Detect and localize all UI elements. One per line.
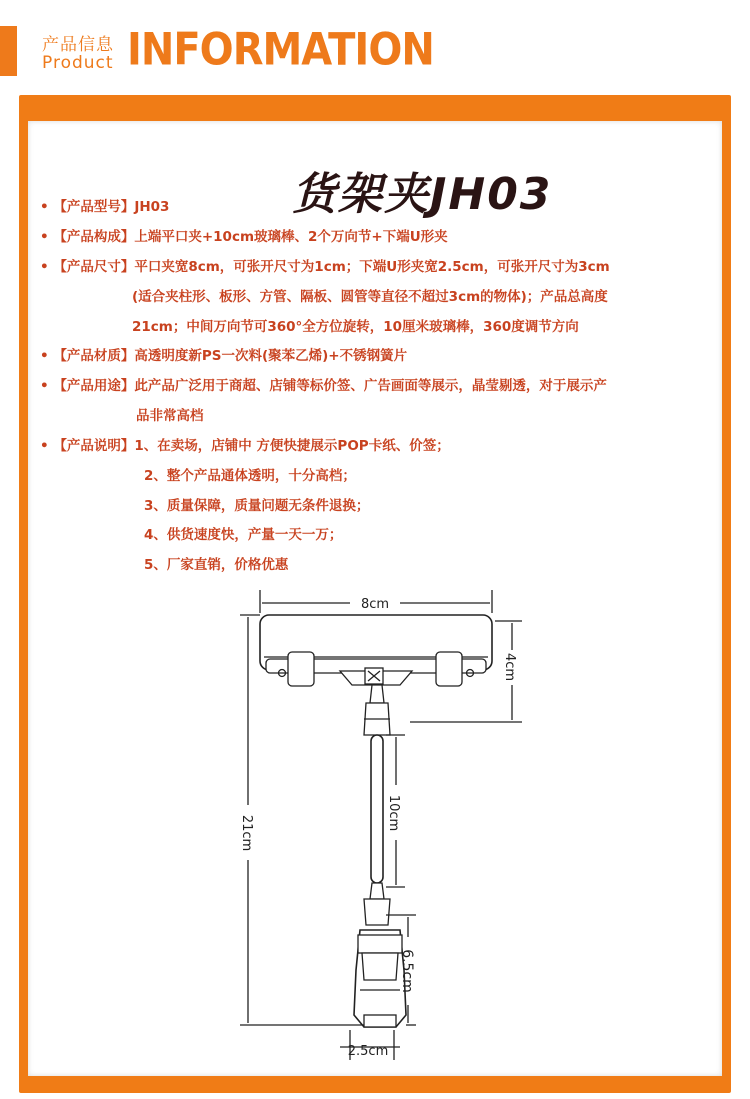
header-information-title: INFORMATION [127, 24, 434, 76]
spec-usage [40, 376, 607, 396]
spec-model [40, 197, 169, 217]
header-en-label: Product [42, 53, 114, 73]
spec-value: 1、在卖场，店铺中 方便快捷展示POP卡纸、价签； [134, 438, 450, 454]
product-title: 货架夹JH03 [292, 169, 553, 220]
spec-size-cont-1: (适合夹柱形、板形、方管、隔板、圆管等直径不超过3cm的物体)；产品总高度 [132, 289, 608, 305]
dim-label-bottom-width: 2.5cm [347, 1044, 389, 1059]
spec-label: • 【产品材质】 [40, 348, 135, 364]
bottom-u-clip-base [364, 1015, 396, 1027]
spec-material [40, 346, 407, 366]
upper-joint-neck [370, 685, 384, 703]
spec-size [40, 257, 610, 277]
spec-desc-item-3: 3、质量保障，质量问题无条件退换； [144, 498, 370, 514]
dim-label-rod: 10cm [386, 794, 401, 832]
header-accent-bar [0, 26, 17, 76]
spec-label: • 【产品尺寸】 [40, 259, 135, 275]
spec-value: 高透明度新PS一次料(聚苯乙烯)+不锈钢簧片 [134, 348, 408, 364]
lower-swivel-joint [364, 899, 390, 925]
spec-label: • 【产品型号】 [40, 199, 135, 215]
dim-label-top-width: 8cm [360, 597, 390, 612]
spec-size-cont-2: 21cm；中间万向节可360°全方位旋转，10厘米玻璃棒，360度调节方向 [132, 319, 579, 335]
spec-value: 平口夹宽8cm，可张开尺寸为1cm；下端U形夹宽2.5cm，可张开尺寸为3cm [134, 259, 610, 275]
spec-label: • 【产品用途】 [40, 378, 135, 394]
dim-label-top-height: 4cm [502, 652, 517, 682]
bottom-u-clip-window [362, 953, 398, 980]
spec-desc-item-5: 5、厂家直销，价格优惠 [144, 557, 289, 573]
header-cn-label: 产品信息 [42, 35, 114, 55]
spec-value: 此产品广泛用于商超、店铺等标价签、广告画面等展示，晶莹剔透，对于展示产 [134, 378, 607, 394]
lower-joint-neck [370, 883, 384, 899]
dim-label-bottom-height: 6.5cm [399, 949, 415, 993]
bottom-u-clip-top [358, 935, 402, 953]
spec-value: 上端平口夹+10cm玻璃棒、2个万向节+下端U形夹 [134, 229, 448, 245]
spec-description [40, 436, 450, 456]
spec-desc-item-2: 2、整个产品通体透明，十分高档； [144, 468, 356, 484]
dim-label-total: 21cm [239, 814, 254, 852]
glass-rod [371, 735, 383, 883]
spec-label: • 【产品说明】 [40, 438, 135, 454]
product-dimension-diagram [200, 585, 540, 1065]
top-clip-hinge-right [436, 652, 462, 686]
spec-label: • 【产品构成】 [40, 229, 135, 245]
spec-desc-item-4: 4、供货速度快，产量一天一万； [144, 527, 343, 543]
top-clip-hinge-left [288, 652, 314, 686]
spec-composition [40, 227, 448, 247]
product-info-header [0, 0, 750, 90]
spec-value: JH03 [134, 199, 170, 215]
spec-usage-cont: 品非常高档 [136, 408, 204, 424]
